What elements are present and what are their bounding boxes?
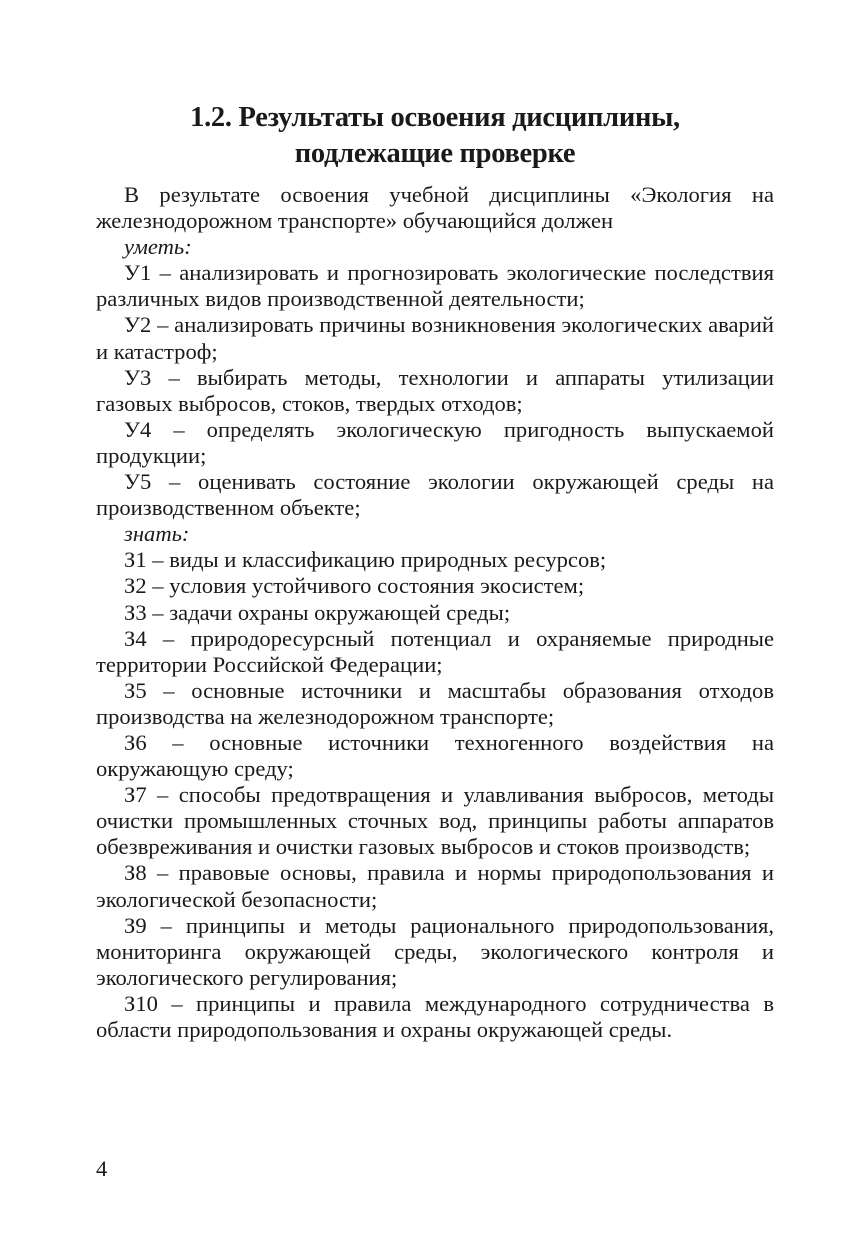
knowledge-item-z1: З1 – виды и классификацию природных ресурсов; xyxy=(124,547,607,573)
knowledge-item-z3: З3 – задачи охраны окружающей среды; xyxy=(124,599,511,625)
knowledge-item-z6: З6 – основные источники техногенного воздействия на окружающую среду; xyxy=(96,729,774,782)
document-body xyxy=(96,182,774,1043)
knowledge-item-z9: З9 – принципы и методы рационального природопользования, мониторинга окружающей среды, экологического контроля и экологического регулирования; xyxy=(96,912,774,990)
knowledge-item-z5: З5 – основные источники и масштабы образования отходов производства на железнодорожном транспорте; xyxy=(96,677,774,729)
skill-item-u1: У1 – анализировать и прогнозировать экологические последствия различных видов производственной деятельности; xyxy=(96,260,774,312)
section-heading-line-2: подлежащие проверке xyxy=(294,138,576,169)
skill-item-u5: У5 – оценивать состояние экологии окружающей среды на производственном объекте; xyxy=(96,469,774,521)
intro-paragraph: В результате освоения учебной дисциплины «Экология на железнодорожном транспорте» обучающийся должен xyxy=(96,182,774,234)
skill-item-u4: У4 – определять экологическую пригодность выпускаемой продукции; xyxy=(96,416,774,468)
knowledge-label: знать: xyxy=(124,521,190,547)
skill-item-u2: У2 – анализировать причины возникновения экологических аварий и катастроф; xyxy=(96,312,774,364)
section-heading-line-1: 1.2. Результаты освоения дисциплины, xyxy=(190,102,680,133)
knowledge-item-z4: З4 – природоресурсный потенциал и охраняемые природные территории Российской Федерации; xyxy=(96,625,774,677)
document-page xyxy=(96,100,774,1043)
page-number: 4 xyxy=(96,1156,108,1181)
knowledge-item-z2: З2 – условия устойчивого состояния экосистем; xyxy=(124,573,585,599)
knowledge-item-z7: З7 – способы предотвращения и улавливания выбросов, методы очистки промышленных сточных вод, принципы работы аппаратов обезвреживания и очистки газовых выбросов и стоков производств; xyxy=(96,782,774,860)
skills-label: уметь: xyxy=(124,234,192,260)
section-heading xyxy=(96,100,774,172)
knowledge-item-z8: З8 – правовые основы, правила и нормы природопользования и экологической безопасности; xyxy=(96,860,774,912)
skill-item-u3: У3 – выбирать методы, технологии и аппараты утилизации газовых выбросов, стоков, твердых отходов; xyxy=(96,364,774,416)
knowledge-item-z10: З10 – принципы и правила международного сотрудничества в области природопользования и охраны окружающей среды. xyxy=(96,990,774,1042)
